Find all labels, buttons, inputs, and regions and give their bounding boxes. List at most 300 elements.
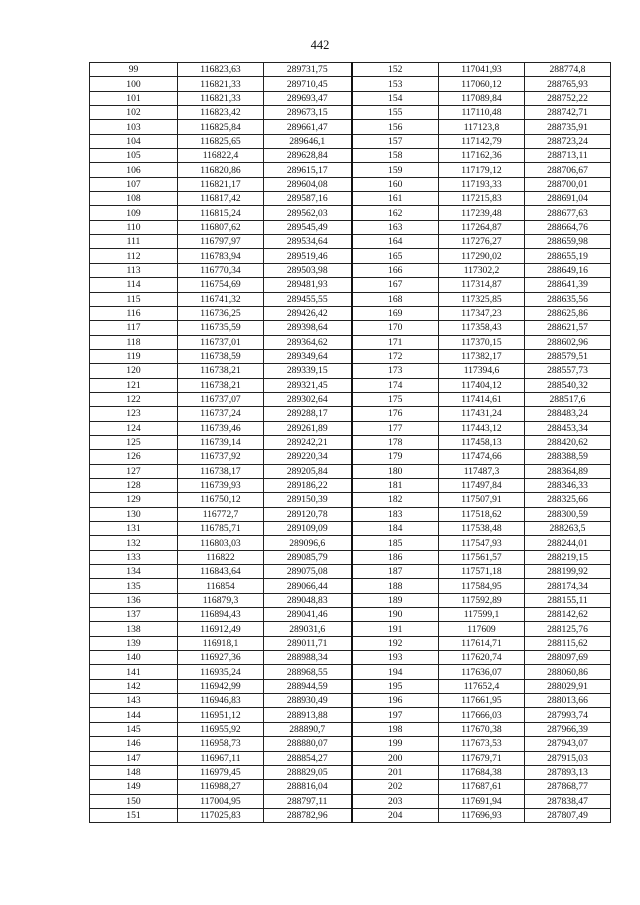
left-x-coordinate-cell: 116894,43 [178, 608, 264, 622]
left-point-number-cell: 100 [90, 77, 178, 91]
table-row [90, 63, 611, 77]
left-x-coordinate-cell: 116736,25 [178, 306, 264, 320]
left-point-number-cell: 121 [90, 378, 178, 392]
left-point-number-cell: 148 [90, 765, 178, 779]
right-y-coordinate-cell: 288723,24 [525, 134, 611, 148]
right-point-number-cell: 187 [352, 565, 439, 579]
right-point-number-cell: 168 [352, 292, 439, 306]
right-point-number-cell: 197 [352, 708, 439, 722]
left-y-coordinate-cell: 288930,49 [264, 694, 352, 708]
right-point-number-cell: 160 [352, 177, 439, 191]
left-point-number-cell: 150 [90, 794, 178, 808]
left-point-number-cell: 109 [90, 206, 178, 220]
right-y-coordinate-cell: 288557,73 [525, 364, 611, 378]
left-y-coordinate-cell: 289534,64 [264, 235, 352, 249]
right-point-number-cell: 185 [352, 536, 439, 550]
left-y-coordinate-cell: 288890,7 [264, 722, 352, 736]
left-x-coordinate-cell: 116822 [178, 550, 264, 564]
right-y-coordinate-cell: 288517,6 [525, 392, 611, 406]
right-y-coordinate-cell: 288641,39 [525, 278, 611, 292]
left-x-coordinate-cell: 116951,12 [178, 708, 264, 722]
right-y-coordinate-cell: 288013,66 [525, 694, 611, 708]
right-x-coordinate-cell: 117458,13 [439, 435, 525, 449]
left-x-coordinate-cell: 116741,32 [178, 292, 264, 306]
left-y-coordinate-cell: 289481,93 [264, 278, 352, 292]
right-point-number-cell: 179 [352, 450, 439, 464]
left-x-coordinate-cell: 116738,21 [178, 378, 264, 392]
table-row [90, 665, 611, 679]
left-y-coordinate-cell: 288988,34 [264, 651, 352, 665]
left-y-coordinate-cell: 289048,83 [264, 593, 352, 607]
left-y-coordinate-cell: 289693,47 [264, 91, 352, 105]
right-x-coordinate-cell: 117179,12 [439, 163, 525, 177]
left-point-number-cell: 112 [90, 249, 178, 263]
table-row [90, 263, 611, 277]
page-number: 442 [310, 38, 330, 52]
table-row [90, 77, 611, 91]
left-x-coordinate-cell: 116735,59 [178, 321, 264, 335]
left-x-coordinate-cell: 116737,92 [178, 450, 264, 464]
left-y-coordinate-cell: 289426,42 [264, 306, 352, 320]
left-y-coordinate-cell: 288968,55 [264, 665, 352, 679]
right-y-coordinate-cell: 288540,32 [525, 378, 611, 392]
table-row [90, 765, 611, 779]
left-point-number-cell: 151 [90, 808, 178, 822]
right-x-coordinate-cell: 117041,93 [439, 63, 525, 77]
right-point-number-cell: 155 [352, 106, 439, 120]
right-point-number-cell: 156 [352, 120, 439, 134]
right-x-coordinate-cell: 117193,33 [439, 177, 525, 191]
left-point-number-cell: 149 [90, 780, 178, 794]
left-point-number-cell: 120 [90, 364, 178, 378]
right-x-coordinate-cell: 117497,84 [439, 478, 525, 492]
table-row [90, 364, 611, 378]
left-y-coordinate-cell: 289398,64 [264, 321, 352, 335]
left-y-coordinate-cell: 289205,84 [264, 464, 352, 478]
right-y-coordinate-cell: 288700,01 [525, 177, 611, 191]
right-x-coordinate-cell: 117571,18 [439, 565, 525, 579]
left-point-number-cell: 144 [90, 708, 178, 722]
left-x-coordinate-cell: 116785,71 [178, 522, 264, 536]
right-y-coordinate-cell: 287943,07 [525, 737, 611, 751]
table-row [90, 206, 611, 220]
left-x-coordinate-cell: 116958,73 [178, 737, 264, 751]
left-y-coordinate-cell: 288944,59 [264, 679, 352, 693]
table-row [90, 608, 611, 622]
right-x-coordinate-cell: 117609 [439, 622, 525, 636]
table-row [90, 177, 611, 191]
left-x-coordinate-cell: 116737,01 [178, 335, 264, 349]
right-x-coordinate-cell: 117325,85 [439, 292, 525, 306]
left-point-number-cell: 134 [90, 565, 178, 579]
left-y-coordinate-cell: 289242,21 [264, 435, 352, 449]
left-x-coordinate-cell: 116843,64 [178, 565, 264, 579]
right-x-coordinate-cell: 117060,12 [439, 77, 525, 91]
left-y-coordinate-cell: 289562,03 [264, 206, 352, 220]
table-row [90, 421, 611, 435]
right-y-coordinate-cell: 287807,49 [525, 808, 611, 822]
right-x-coordinate-cell: 117142,79 [439, 134, 525, 148]
left-y-coordinate-cell: 289120,78 [264, 507, 352, 521]
left-point-number-cell: 145 [90, 722, 178, 736]
left-point-number-cell: 117 [90, 321, 178, 335]
left-y-coordinate-cell: 289519,46 [264, 249, 352, 263]
table-row [90, 651, 611, 665]
left-point-number-cell: 129 [90, 493, 178, 507]
left-point-number-cell: 104 [90, 134, 178, 148]
right-point-number-cell: 163 [352, 220, 439, 234]
left-x-coordinate-cell: 116823,63 [178, 63, 264, 77]
right-x-coordinate-cell: 117547,93 [439, 536, 525, 550]
right-y-coordinate-cell: 288602,96 [525, 335, 611, 349]
left-x-coordinate-cell: 116946,83 [178, 694, 264, 708]
table-row [90, 751, 611, 765]
table-row [90, 536, 611, 550]
right-y-coordinate-cell: 288713,11 [525, 149, 611, 163]
right-x-coordinate-cell: 117687,61 [439, 780, 525, 794]
left-point-number-cell: 114 [90, 278, 178, 292]
right-point-number-cell: 200 [352, 751, 439, 765]
left-y-coordinate-cell: 289261,89 [264, 421, 352, 435]
right-point-number-cell: 159 [352, 163, 439, 177]
right-y-coordinate-cell: 288742,71 [525, 106, 611, 120]
right-point-number-cell: 192 [352, 636, 439, 650]
left-point-number-cell: 116 [90, 306, 178, 320]
right-y-coordinate-cell: 288029,91 [525, 679, 611, 693]
left-x-coordinate-cell: 116797,97 [178, 235, 264, 249]
table-row [90, 593, 611, 607]
left-point-number-cell: 137 [90, 608, 178, 622]
left-y-coordinate-cell: 289109,09 [264, 522, 352, 536]
left-point-number-cell: 142 [90, 679, 178, 693]
left-x-coordinate-cell: 116821,17 [178, 177, 264, 191]
left-y-coordinate-cell: 289288,17 [264, 407, 352, 421]
right-x-coordinate-cell: 117089,84 [439, 91, 525, 105]
left-x-coordinate-cell: 116821,33 [178, 91, 264, 105]
left-y-coordinate-cell: 288880,07 [264, 737, 352, 751]
right-x-coordinate-cell: 117276,27 [439, 235, 525, 249]
table-row [90, 192, 611, 206]
left-point-number-cell: 122 [90, 392, 178, 406]
left-point-number-cell: 123 [90, 407, 178, 421]
table-row [90, 163, 611, 177]
left-x-coordinate-cell: 116822,4 [178, 149, 264, 163]
left-x-coordinate-cell: 116821,33 [178, 77, 264, 91]
table-row [90, 450, 611, 464]
coordinates-table [89, 62, 611, 823]
right-y-coordinate-cell: 288115,62 [525, 636, 611, 650]
table-row [90, 407, 611, 421]
table-row [90, 249, 611, 263]
left-point-number-cell: 135 [90, 579, 178, 593]
right-y-coordinate-cell: 288199,92 [525, 565, 611, 579]
left-y-coordinate-cell: 289011,71 [264, 636, 352, 650]
right-point-number-cell: 177 [352, 421, 439, 435]
left-point-number-cell: 115 [90, 292, 178, 306]
right-y-coordinate-cell: 288655,19 [525, 249, 611, 263]
left-x-coordinate-cell: 116955,92 [178, 722, 264, 736]
right-y-coordinate-cell: 288774,8 [525, 63, 611, 77]
left-y-coordinate-cell: 289031,6 [264, 622, 352, 636]
table-row [90, 378, 611, 392]
left-x-coordinate-cell: 116927,36 [178, 651, 264, 665]
right-point-number-cell: 171 [352, 335, 439, 349]
left-y-coordinate-cell: 289321,45 [264, 378, 352, 392]
right-y-coordinate-cell: 288625,86 [525, 306, 611, 320]
left-x-coordinate-cell: 116739,93 [178, 478, 264, 492]
left-x-coordinate-cell: 116770,34 [178, 263, 264, 277]
right-x-coordinate-cell: 117696,93 [439, 808, 525, 822]
table-row [90, 737, 611, 751]
right-y-coordinate-cell: 288388,59 [525, 450, 611, 464]
right-point-number-cell: 204 [352, 808, 439, 822]
right-point-number-cell: 183 [352, 507, 439, 521]
left-y-coordinate-cell: 288797,11 [264, 794, 352, 808]
left-point-number-cell: 110 [90, 220, 178, 234]
left-y-coordinate-cell: 289646,1 [264, 134, 352, 148]
left-point-number-cell: 138 [90, 622, 178, 636]
left-y-coordinate-cell: 289503,98 [264, 263, 352, 277]
right-x-coordinate-cell: 117443,12 [439, 421, 525, 435]
right-x-coordinate-cell: 117370,15 [439, 335, 525, 349]
left-point-number-cell: 131 [90, 522, 178, 536]
left-y-coordinate-cell: 289615,17 [264, 163, 352, 177]
right-x-coordinate-cell: 117679,71 [439, 751, 525, 765]
right-point-number-cell: 193 [352, 651, 439, 665]
right-y-coordinate-cell: 288420,62 [525, 435, 611, 449]
right-point-number-cell: 202 [352, 780, 439, 794]
coordinates-table-body [90, 63, 611, 823]
right-x-coordinate-cell: 117239,48 [439, 206, 525, 220]
left-point-number-cell: 141 [90, 665, 178, 679]
right-point-number-cell: 172 [352, 349, 439, 363]
right-point-number-cell: 173 [352, 364, 439, 378]
left-y-coordinate-cell: 288854,27 [264, 751, 352, 765]
right-point-number-cell: 199 [352, 737, 439, 751]
right-y-coordinate-cell: 288664,76 [525, 220, 611, 234]
right-x-coordinate-cell: 117507,91 [439, 493, 525, 507]
table-row [90, 120, 611, 134]
left-x-coordinate-cell: 116783,94 [178, 249, 264, 263]
table-row [90, 106, 611, 120]
right-x-coordinate-cell: 117358,43 [439, 321, 525, 335]
left-x-coordinate-cell: 116825,84 [178, 120, 264, 134]
right-point-number-cell: 190 [352, 608, 439, 622]
left-point-number-cell: 124 [90, 421, 178, 435]
right-x-coordinate-cell: 117290,02 [439, 249, 525, 263]
table-row [90, 349, 611, 363]
table-row [90, 278, 611, 292]
left-x-coordinate-cell: 116738,21 [178, 364, 264, 378]
left-y-coordinate-cell: 289085,79 [264, 550, 352, 564]
right-x-coordinate-cell: 117652,4 [439, 679, 525, 693]
table-row [90, 435, 611, 449]
table-row [90, 91, 611, 105]
left-y-coordinate-cell: 289075,08 [264, 565, 352, 579]
right-point-number-cell: 178 [352, 435, 439, 449]
right-point-number-cell: 164 [352, 235, 439, 249]
left-point-number-cell: 102 [90, 106, 178, 120]
left-y-coordinate-cell: 289661,47 [264, 120, 352, 134]
left-y-coordinate-cell: 289302,64 [264, 392, 352, 406]
left-x-coordinate-cell: 116750,12 [178, 493, 264, 507]
left-y-coordinate-cell: 289066,44 [264, 579, 352, 593]
right-y-coordinate-cell: 288346,33 [525, 478, 611, 492]
left-x-coordinate-cell: 116754,69 [178, 278, 264, 292]
table-row [90, 579, 611, 593]
left-x-coordinate-cell: 116825,65 [178, 134, 264, 148]
right-y-coordinate-cell: 288706,67 [525, 163, 611, 177]
left-x-coordinate-cell: 116737,24 [178, 407, 264, 421]
right-y-coordinate-cell: 288483,24 [525, 407, 611, 421]
left-x-coordinate-cell: 116739,14 [178, 435, 264, 449]
table-row [90, 722, 611, 736]
left-x-coordinate-cell: 116815,24 [178, 206, 264, 220]
table-row [90, 478, 611, 492]
right-x-coordinate-cell: 117394,6 [439, 364, 525, 378]
right-point-number-cell: 196 [352, 694, 439, 708]
table-row [90, 235, 611, 249]
right-point-number-cell: 169 [352, 306, 439, 320]
table-row [90, 694, 611, 708]
left-y-coordinate-cell: 289628,84 [264, 149, 352, 163]
table-row [90, 464, 611, 478]
table-row [90, 507, 611, 521]
right-y-coordinate-cell: 288649,16 [525, 263, 611, 277]
right-y-coordinate-cell: 288735,91 [525, 120, 611, 134]
left-y-coordinate-cell: 289545,49 [264, 220, 352, 234]
left-point-number-cell: 119 [90, 349, 178, 363]
right-y-coordinate-cell: 288677,63 [525, 206, 611, 220]
right-x-coordinate-cell: 117474,66 [439, 450, 525, 464]
right-x-coordinate-cell: 117691,94 [439, 794, 525, 808]
table-row [90, 550, 611, 564]
left-point-number-cell: 103 [90, 120, 178, 134]
right-point-number-cell: 203 [352, 794, 439, 808]
table-row [90, 622, 611, 636]
right-x-coordinate-cell: 117314,87 [439, 278, 525, 292]
left-x-coordinate-cell: 116912,49 [178, 622, 264, 636]
left-point-number-cell: 111 [90, 235, 178, 249]
table-row [90, 708, 611, 722]
table-row [90, 493, 611, 507]
right-x-coordinate-cell: 117414,61 [439, 392, 525, 406]
left-point-number-cell: 99 [90, 63, 178, 77]
right-x-coordinate-cell: 117123,8 [439, 120, 525, 134]
left-point-number-cell: 101 [90, 91, 178, 105]
left-x-coordinate-cell: 116854 [178, 579, 264, 593]
left-x-coordinate-cell: 116738,59 [178, 349, 264, 363]
left-y-coordinate-cell: 289673,15 [264, 106, 352, 120]
left-point-number-cell: 125 [90, 435, 178, 449]
right-x-coordinate-cell: 117614,71 [439, 636, 525, 650]
left-x-coordinate-cell: 117004,95 [178, 794, 264, 808]
right-x-coordinate-cell: 117673,53 [439, 737, 525, 751]
right-point-number-cell: 162 [352, 206, 439, 220]
left-point-number-cell: 130 [90, 507, 178, 521]
left-point-number-cell: 108 [90, 192, 178, 206]
right-point-number-cell: 186 [352, 550, 439, 564]
right-point-number-cell: 180 [352, 464, 439, 478]
left-x-coordinate-cell: 116935,24 [178, 665, 264, 679]
right-point-number-cell: 176 [352, 407, 439, 421]
left-x-coordinate-cell: 116967,11 [178, 751, 264, 765]
right-y-coordinate-cell: 287893,13 [525, 765, 611, 779]
right-point-number-cell: 191 [352, 622, 439, 636]
left-y-coordinate-cell: 289186,22 [264, 478, 352, 492]
right-x-coordinate-cell: 117561,57 [439, 550, 525, 564]
left-point-number-cell: 105 [90, 149, 178, 163]
left-point-number-cell: 106 [90, 163, 178, 177]
right-point-number-cell: 170 [352, 321, 439, 335]
right-x-coordinate-cell: 117382,17 [439, 349, 525, 363]
left-point-number-cell: 128 [90, 478, 178, 492]
right-point-number-cell: 198 [352, 722, 439, 736]
left-x-coordinate-cell: 116879,3 [178, 593, 264, 607]
left-x-coordinate-cell: 116817,42 [178, 192, 264, 206]
right-point-number-cell: 161 [352, 192, 439, 206]
left-point-number-cell: 133 [90, 550, 178, 564]
right-point-number-cell: 154 [352, 91, 439, 105]
right-x-coordinate-cell: 117538,48 [439, 522, 525, 536]
right-x-coordinate-cell: 117636,07 [439, 665, 525, 679]
right-y-coordinate-cell: 288453,34 [525, 421, 611, 435]
right-y-coordinate-cell: 287915,03 [525, 751, 611, 765]
table-row [90, 321, 611, 335]
left-x-coordinate-cell: 116739,46 [178, 421, 264, 435]
left-point-number-cell: 127 [90, 464, 178, 478]
right-y-coordinate-cell: 287966,39 [525, 722, 611, 736]
left-point-number-cell: 139 [90, 636, 178, 650]
right-y-coordinate-cell: 288300,59 [525, 507, 611, 521]
left-x-coordinate-cell: 116738,17 [178, 464, 264, 478]
right-y-coordinate-cell: 288635,56 [525, 292, 611, 306]
right-point-number-cell: 182 [352, 493, 439, 507]
left-y-coordinate-cell: 289587,16 [264, 192, 352, 206]
right-x-coordinate-cell: 117347,23 [439, 306, 525, 320]
left-y-coordinate-cell: 288816,04 [264, 780, 352, 794]
right-y-coordinate-cell: 288659,98 [525, 235, 611, 249]
left-y-coordinate-cell: 289364,62 [264, 335, 352, 349]
left-y-coordinate-cell: 289731,75 [264, 63, 352, 77]
table-row [90, 335, 611, 349]
left-x-coordinate-cell: 116820,86 [178, 163, 264, 177]
left-point-number-cell: 143 [90, 694, 178, 708]
right-x-coordinate-cell: 117592,89 [439, 593, 525, 607]
table-row [90, 794, 611, 808]
right-x-coordinate-cell: 117666,03 [439, 708, 525, 722]
left-point-number-cell: 132 [90, 536, 178, 550]
left-y-coordinate-cell: 288829,05 [264, 765, 352, 779]
right-point-number-cell: 153 [352, 77, 439, 91]
left-point-number-cell: 118 [90, 335, 178, 349]
left-y-coordinate-cell: 288913,88 [264, 708, 352, 722]
right-y-coordinate-cell: 288097,69 [525, 651, 611, 665]
right-x-coordinate-cell: 117584,95 [439, 579, 525, 593]
left-y-coordinate-cell: 289455,55 [264, 292, 352, 306]
table-row [90, 292, 611, 306]
right-point-number-cell: 174 [352, 378, 439, 392]
left-point-number-cell: 107 [90, 177, 178, 191]
table-row [90, 679, 611, 693]
right-point-number-cell: 152 [352, 63, 439, 77]
left-y-coordinate-cell: 288782,96 [264, 808, 352, 822]
left-y-coordinate-cell: 289150,39 [264, 493, 352, 507]
left-x-coordinate-cell: 116988,27 [178, 780, 264, 794]
right-x-coordinate-cell: 117431,24 [439, 407, 525, 421]
right-x-coordinate-cell: 117215,83 [439, 192, 525, 206]
left-x-coordinate-cell: 116807,62 [178, 220, 264, 234]
